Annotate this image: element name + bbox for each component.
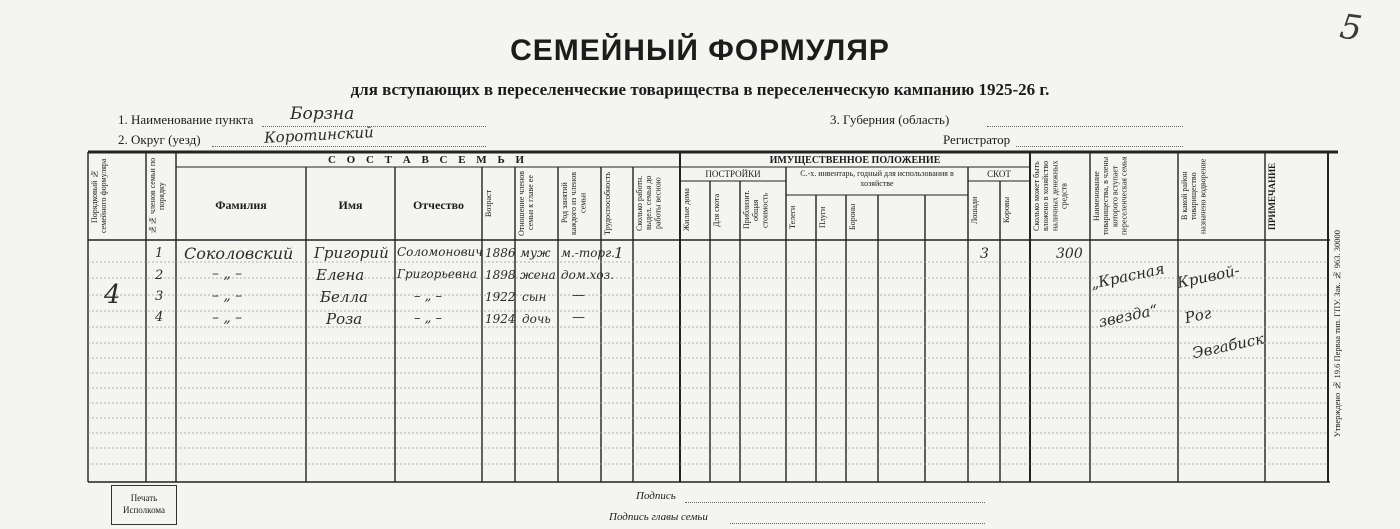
livestock-header: СКОТ — [987, 169, 1011, 179]
col-occupation: Род занятий каждого из членов семьи — [560, 171, 588, 235]
patronymic-cell: – „ – — [414, 289, 442, 304]
inventory-header: С.-х. инвентарь, годный для использования в хозяйстве — [800, 169, 954, 188]
form-subtitle: для вступающих в переселенческие товарищества в переселенческую кампанию 1925-26 г. — [350, 80, 1050, 99]
family-number: 4 — [104, 280, 121, 310]
patronymic-cell: Соломонович — [397, 245, 483, 259]
col-surname: Фамилия — [215, 198, 267, 212]
occupation-cell: — — [572, 310, 585, 325]
col-harrows: Бороны — [848, 203, 857, 231]
registrator-label: Регистратор — [943, 132, 1011, 147]
col-name: Имя — [338, 198, 363, 212]
name-cell: Григорий — [314, 244, 389, 262]
printer-imprint: Утверждено № 19.6 Перваа тип. ГПУ. Зак. № 963. 30000 — [1332, 230, 1342, 438]
district-cell: Кривой-Рог Эвгабиск — [1175, 261, 1266, 363]
form-title: СЕМЕЙНЫЙ ФОРМУЛЯР — [510, 34, 890, 67]
col-partnership: Наименование товарищества, в члены которого вступает переселенческая семья — [1092, 156, 1129, 236]
page-number: 5 — [1337, 6, 1365, 50]
col-cattle-sheds: Для скота — [712, 193, 721, 227]
family-section-header: С О С Т А В С Е М Ь И — [327, 154, 529, 166]
punkt-value: Борзна — [290, 104, 355, 124]
name-cell: Елена — [316, 266, 365, 284]
col-district: В какой район товарищество назначено водворение — [1180, 158, 1208, 234]
col-patronymic: Отчество — [412, 198, 465, 212]
col-family-no: Порядковый № семейного формуляра — [90, 158, 109, 234]
col-horses: Лошади — [970, 196, 979, 224]
name-cell: Роза — [326, 310, 363, 328]
punkt-label: 1. Наименование пункта — [118, 112, 254, 127]
col-workers: Сколько работн. выдел. семья до работы весною — [635, 175, 663, 231]
age-cell: 1886 — [485, 246, 516, 260]
col-value: Приблизит. общая стоимость — [742, 190, 770, 230]
partnership-cell: „Красная звезда“ — [1088, 259, 1167, 331]
col-relation: Отношение членов семьи к главе ее — [517, 170, 536, 236]
age-cell: 1924 — [485, 312, 516, 326]
surname-cell: – „ – — [212, 310, 243, 326]
col-carts: Телеги — [788, 205, 797, 229]
signature-label: Подпись — [636, 490, 676, 502]
head-signature-line — [730, 523, 985, 524]
age-cell: 1898 — [485, 268, 516, 282]
relation-cell: сын — [522, 290, 547, 304]
guberniya-label: 3. Губерния (область) — [830, 112, 950, 127]
surname-cell: Соколовский — [184, 244, 294, 263]
patronymic-cell: – „ – — [414, 311, 442, 326]
col-age: Возраст — [484, 189, 493, 217]
patronymic-cell: Григорьевна — [397, 267, 478, 281]
age-cell: 1922 — [485, 290, 516, 304]
head-signature-label: Подпись главы семьи — [609, 511, 708, 523]
money-cell: 300 — [1056, 246, 1083, 262]
relation-cell: жена — [520, 268, 556, 282]
member-no: 4 — [155, 310, 164, 325]
col-note: ПРИМЕЧАНИЕ — [1267, 162, 1277, 230]
executive-committee-stamp-box — [111, 485, 177, 525]
name-cell: Белла — [320, 288, 368, 306]
member-no: 1 — [155, 246, 164, 261]
relation-cell: муж — [520, 246, 551, 260]
signature-line — [685, 502, 985, 503]
col-money: Сколько может быть вложено в хозяйство наличных денежных средств — [1032, 160, 1069, 232]
occupation-cell: м.-торг. — [561, 246, 615, 260]
surname-cell: – „ – — [212, 288, 243, 304]
relation-cell: дочь — [522, 312, 551, 326]
property-section-header: ИМУЩЕСТВЕННОЕ ПОЛОЖЕНИЕ — [769, 155, 941, 166]
col-ploughs: Плуги — [818, 206, 827, 228]
col-able: Трудоспособность — [603, 171, 612, 235]
member-no: 3 — [155, 289, 164, 304]
occupation-cell: дом.хоз. — [561, 268, 614, 282]
col-houses: Жилые дома — [682, 188, 691, 232]
col-member-no: №№ членов семьи по порядку — [148, 157, 167, 235]
okrug-value: Коротинский — [263, 123, 375, 147]
horses-cell: 3 — [980, 246, 989, 262]
occupation-cell: — — [572, 288, 585, 303]
member-no: 2 — [155, 268, 164, 283]
stamp-line-1: Печать — [130, 493, 158, 504]
col-cows: Коровы — [1002, 196, 1011, 224]
surname-cell: – „ – — [212, 266, 243, 282]
able-cell: 1 — [614, 244, 624, 262]
okrug-label: 2. Округ (уезд) — [118, 132, 201, 147]
stamp-line-2: Исполкома — [122, 505, 166, 515]
buildings-header: ПОСТРОЙКИ — [705, 169, 761, 179]
